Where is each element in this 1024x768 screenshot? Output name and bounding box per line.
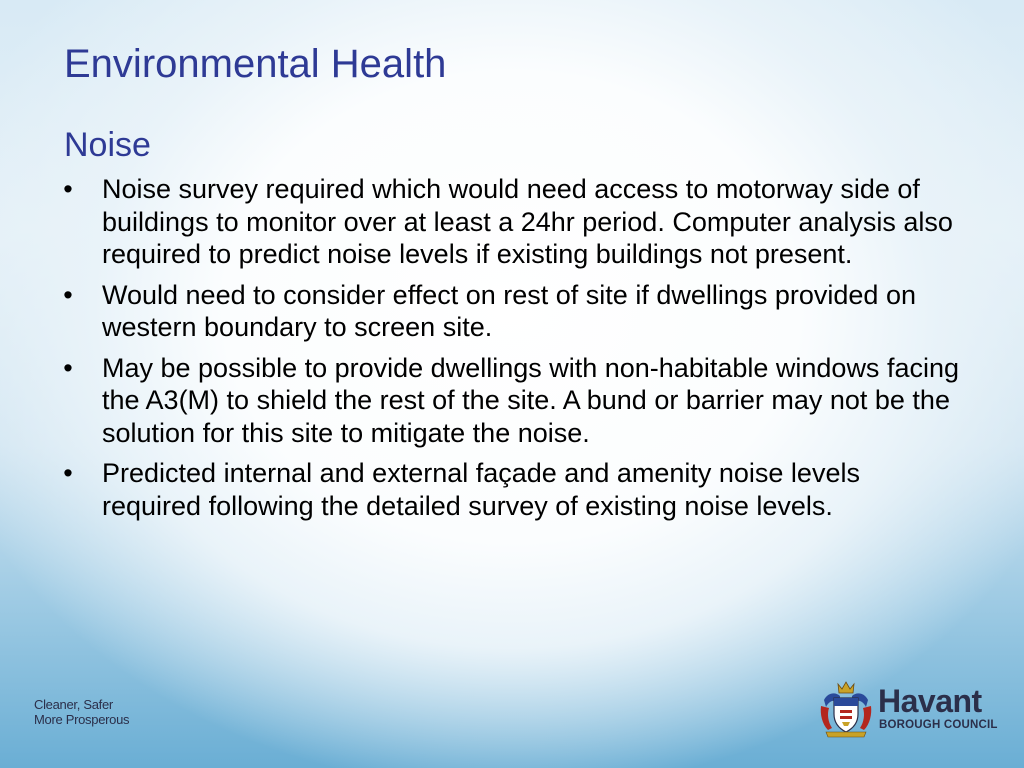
bullet-item (56, 279, 961, 344)
havant-borough-council-logo (818, 680, 998, 740)
bullet-item (56, 352, 961, 450)
bullet-item (56, 173, 961, 271)
bullet-text: Would need to consider effect on rest of site if dwellings provided on western boundary to screen site. (102, 279, 916, 342)
council-crest-icon (818, 680, 874, 738)
bullet-text: Noise survey required which would need access to motorway side of buildings to monitor over at least a 24hr period. Computer analysis also required to predict noise levels if existing buildings not present. (102, 174, 953, 269)
tagline-line-1: Cleaner, Safer (34, 697, 113, 712)
bullet-marker: • (63, 458, 73, 488)
bullet-marker: • (63, 174, 73, 204)
bullet-marker: • (63, 352, 73, 383)
bullet-list (56, 173, 961, 530)
section-heading: Noise (64, 126, 151, 164)
bullet-text: Predicted internal and external façade and amenity noise levels required following the detailed survey of existing noise levels. (102, 458, 860, 521)
footer-tagline (34, 697, 129, 727)
bullet-item (56, 457, 961, 522)
tagline-line-2: More Prosperous (34, 712, 130, 727)
bullet-text: May be possible to provide dwellings with non-habitable windows facing the A3(M) to shield the rest of the site. A bund or barrier may not be the solution for this site to mitigate the noise. (102, 352, 959, 448)
logo-subtitle: BOROUGH COUNCIL (879, 719, 998, 731)
slide-title: Environmental Health (64, 42, 447, 86)
bullet-marker: • (63, 279, 73, 310)
logo-name: Havant (878, 683, 982, 719)
